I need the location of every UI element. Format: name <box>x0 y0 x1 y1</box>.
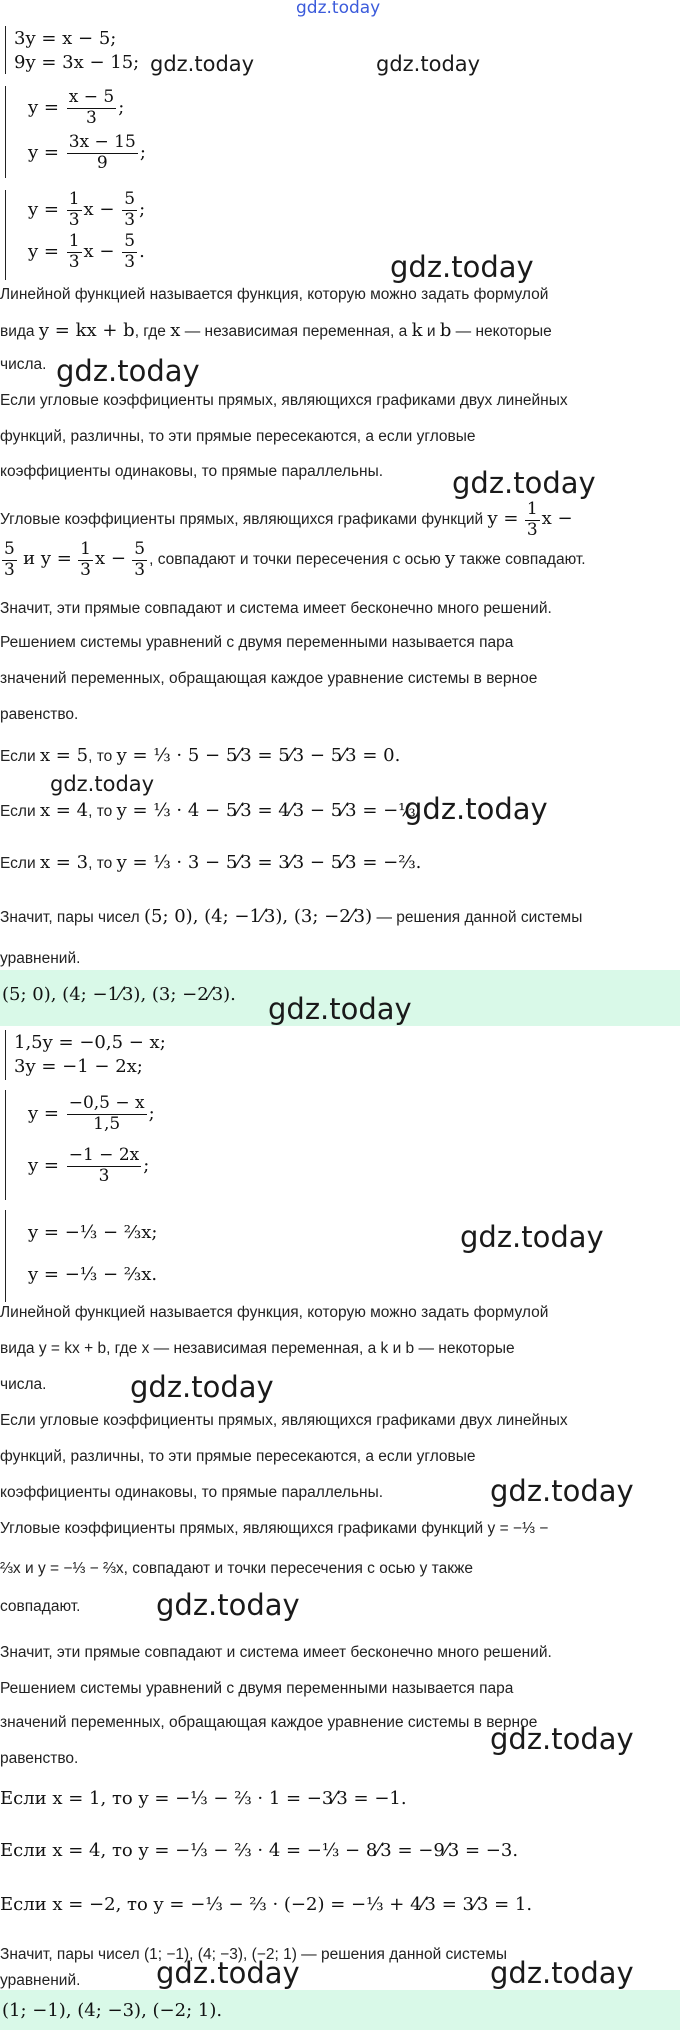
text: , то <box>88 855 113 872</box>
watermark: gdz.today <box>156 1588 300 1622</box>
numerator: 1 <box>68 189 80 209</box>
x-value: x = 5 <box>39 745 89 766</box>
system-brace <box>5 1210 6 1302</box>
system1-eq1: 3y = x − 5; <box>14 28 117 49</box>
definition-line3: числа. <box>0 356 47 373</box>
pairs-line2: уравнений. <box>0 950 81 967</box>
watermark: gdz.today <box>460 1220 604 1254</box>
pairs: (5; 0), (4; −1⁄3), (3; −2⁄3) <box>143 906 373 927</box>
var-k: k <box>411 320 423 341</box>
text: Если <box>0 748 36 765</box>
denominator: 3 <box>98 1165 110 1186</box>
definition-line1: Линейной функцией называется функция, которую можно задать формулой <box>0 1304 549 1321</box>
answer: (1; −1), (4; −3), (−2; 1). <box>2 2000 223 2021</box>
watermark: gdz.today <box>56 354 200 388</box>
pairs-line1: Значит, пары чисел (1; −1), (4; −3), (−2; 1) — решения данной системы <box>0 1946 508 1963</box>
end: ; <box>139 199 146 221</box>
rule-line3: коэффициенты одинаковы, то прямые параллельны. <box>0 463 384 480</box>
x-minus: x − <box>83 199 115 221</box>
definition-line2 <box>0 320 552 341</box>
numerator: 5 <box>124 231 136 251</box>
numerator: 3x − 15 <box>68 132 136 152</box>
fraction <box>67 190 82 230</box>
system2-eq1 <box>28 88 124 128</box>
system1-eq2: 3y = −1 − 2x; <box>14 1056 143 1077</box>
conclusion: Значит, эти прямые совпадают и система имеет бесконечно много решений. <box>0 1644 552 1661</box>
numerator: x − 5 <box>68 87 115 107</box>
text: , то <box>88 748 113 765</box>
y-eq: y = <box>487 508 519 530</box>
rule-line2: функций, различны, то эти прямые пересекаются, а если угловые <box>0 1448 476 1465</box>
slopes-apply-line3: совпадают. <box>0 1598 81 1615</box>
text: — некоторые <box>455 323 552 340</box>
system2-eq2 <box>28 133 146 173</box>
text: Если <box>0 803 36 820</box>
definition-line1: Линейной функцией называется функция, которую можно задать формулой <box>0 286 549 303</box>
lhs: y = <box>28 199 59 221</box>
check-row <box>0 1840 518 1861</box>
check-row <box>0 745 400 766</box>
watermark-top: gdz.today <box>296 0 381 18</box>
var-y: y <box>445 548 456 570</box>
fraction <box>67 133 138 173</box>
system-brace <box>5 86 6 178</box>
watermark: gdz.today <box>490 1474 634 1508</box>
rule-line2: функций, различны, то эти прямые пересекаются, а если угловые <box>0 428 476 445</box>
slopes-apply-line2 <box>0 540 586 580</box>
watermark: gdz.today <box>490 1722 634 1756</box>
text: Значит, пары чисел <box>0 909 140 926</box>
system-brace <box>5 26 6 74</box>
text: — решения данной системы <box>376 909 583 926</box>
numerator: −0,5 − x <box>68 1093 145 1113</box>
numerator: 1 <box>68 231 80 251</box>
fraction: $\frac{5}{3}$ <box>4 539 15 580</box>
system3-eq1: y = −⅓ − ⅔x; <box>28 1222 158 1243</box>
expression: Если x = −2, то y = −⅓ − ⅔ · (−2) = −⅓ + 4⁄3 = 3⁄3 = 1. <box>0 1894 533 1915</box>
watermark: gdz.today <box>150 52 255 76</box>
system1-eq1: 1,5y = −0,5 − x; <box>14 1032 166 1053</box>
watermark: gdz.today <box>130 1370 274 1404</box>
fraction: $\frac{1}{3}$ <box>80 539 91 580</box>
slopes-apply-line2: ⅔x и y = −⅓ − ⅔x, совпадают и точки пересечения с осью y также <box>0 1560 473 1577</box>
watermark: gdz.today <box>50 772 155 796</box>
system-brace <box>5 1030 6 1080</box>
check-row <box>0 1788 407 1809</box>
text: , где <box>134 323 166 340</box>
rule-line1: Если угловые коэффициенты прямых, являющихся графиками двух линейных <box>0 1412 568 1429</box>
watermark: gdz.today <box>268 992 412 1026</box>
expression: y = ⅓ · 3 − 5⁄3 = 3⁄3 − 5⁄3 = −⅔. <box>116 852 422 873</box>
lhs: y = <box>28 241 59 263</box>
pairs-line1 <box>0 906 582 927</box>
solution-def-line1: Решением системы уравнений с двумя переменными называется пара <box>0 1680 514 1697</box>
fraction <box>67 88 116 128</box>
fraction: $\frac{5}{3}$ <box>134 539 146 580</box>
text: вида <box>0 323 35 340</box>
system3-eq1 <box>28 190 145 230</box>
fraction: $\frac{1}{3}$ <box>526 499 538 540</box>
pairs-line2: уравнений. <box>0 1972 81 1989</box>
fraction <box>67 232 82 272</box>
x-minus: x − <box>541 508 573 530</box>
rule-line1: Если угловые коэффициенты прямых, являющихся графиками двух линейных <box>0 392 568 409</box>
denominator: 1,5 <box>93 1113 121 1134</box>
expression: y = ⅓ · 4 − 5⁄3 = 4⁄3 − 5⁄3 = −⅓. <box>116 800 422 821</box>
definition-line2: вида y = kx + b, где x — независимая переменная, а k и b — некоторые <box>0 1340 515 1357</box>
end: . <box>139 241 145 263</box>
denominator: 9 <box>96 152 108 173</box>
text: — независимая переменная, а <box>184 323 408 340</box>
system1-eq2: 9y = 3x − 15; <box>14 52 140 73</box>
rule-line3: коэффициенты одинаковы, то прямые параллельны. <box>0 1484 384 1501</box>
text: также совпадают. <box>459 551 586 569</box>
definition-line3: числа. <box>0 1376 47 1393</box>
denominator: 3 <box>68 251 80 272</box>
watermark: gdz.today <box>452 466 596 500</box>
conclusion: Значит, эти прямые совпадают и система имеет бесконечно много решений. <box>0 600 552 617</box>
system-brace <box>5 190 6 280</box>
numerator: 5 <box>124 189 136 209</box>
text: , совпадают и точки пересечения с осью <box>149 551 441 569</box>
system-brace <box>5 1090 6 1200</box>
text: , то <box>88 803 113 820</box>
fraction <box>122 232 137 272</box>
system3-eq2 <box>28 232 145 272</box>
and-y: и y = <box>23 548 72 570</box>
lhs: y = <box>28 1155 59 1177</box>
var-b: b <box>439 320 452 341</box>
system2-eq2 <box>28 1146 149 1186</box>
x-value: x = 4 <box>39 800 89 821</box>
fraction <box>67 1094 147 1134</box>
text: Если <box>0 855 36 872</box>
solution-def-line2: значений переменных, обращающая каждое уравнение системы в верное <box>0 670 538 687</box>
watermark: gdz.today <box>490 1956 634 1990</box>
x-minus: x − <box>94 548 126 570</box>
solution-def-line2: значений переменных, обращающая каждое уравнение системы в верное <box>0 1714 538 1731</box>
text: Угловые коэффициенты прямых, являющихся графиками функций <box>0 511 484 529</box>
end: ; <box>143 1155 150 1177</box>
check-row <box>0 852 421 873</box>
lhs: y = <box>28 1103 59 1125</box>
denominator: 3 <box>124 209 136 230</box>
denominator: 3 <box>124 251 136 272</box>
watermark: gdz.today <box>390 250 534 284</box>
end: ; <box>118 97 125 119</box>
answer: (5; 0), (4; −1⁄3), (3; −2⁄3). <box>2 984 236 1005</box>
check-row <box>0 800 421 821</box>
fraction <box>67 1146 142 1186</box>
x-minus: x − <box>83 241 115 263</box>
system3-eq2: y = −⅓ − ⅔x. <box>28 1264 158 1285</box>
slopes-apply-line1 <box>0 500 573 540</box>
check-row <box>0 1894 532 1915</box>
watermark: gdz.today <box>376 52 481 76</box>
text: и <box>426 323 436 340</box>
watermark: gdz.today <box>156 1956 300 1990</box>
slopes-apply-line1: Угловые коэффициенты прямых, являющихся графиками функций y = −⅓ − <box>0 1520 549 1537</box>
formula: y = kx + b <box>38 320 135 341</box>
solution-def-line1: Решением системы уравнений с двумя переменными называется пара <box>0 634 514 651</box>
solution-def-line3: равенство. <box>0 706 79 723</box>
denominator: 3 <box>68 209 80 230</box>
expression: y = ⅓ · 5 − 5⁄3 = 5⁄3 − 5⁄3 = 0. <box>116 745 401 766</box>
lhs: y = <box>28 142 59 164</box>
expression: Если x = 1, то y = −⅓ − ⅔ · 1 = −3⁄3 = −1. <box>0 1788 407 1809</box>
denominator: 3 <box>86 107 97 128</box>
x-value: x = 3 <box>39 852 89 873</box>
end: ; <box>148 1103 155 1125</box>
watermark: gdz.today <box>404 792 548 826</box>
numerator: −1 − 2x <box>68 1145 140 1165</box>
fraction <box>122 190 137 230</box>
end: ; <box>139 142 146 164</box>
var-x: x <box>170 320 181 341</box>
solution-def-line3: равенство. <box>0 1750 79 1767</box>
lhs: y = <box>28 97 59 119</box>
expression: Если x = 4, то y = −⅓ − ⅔ · 4 = −⅓ − 8⁄3 = −9⁄3 = −3. <box>0 1840 519 1861</box>
system2-eq1 <box>28 1094 155 1134</box>
